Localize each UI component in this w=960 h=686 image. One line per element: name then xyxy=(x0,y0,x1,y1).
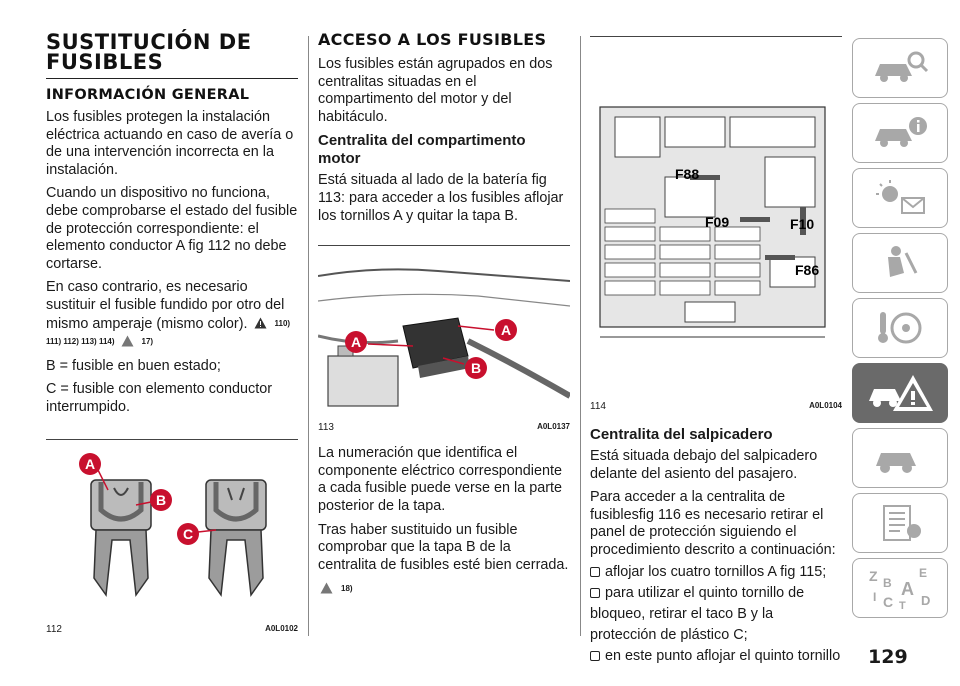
fuse-label-f10: F10 xyxy=(790,216,815,232)
tab-index[interactable] xyxy=(852,558,948,618)
fuse-label-f09: F09 xyxy=(705,214,730,230)
figure-number: 112 xyxy=(46,623,62,635)
paragraph: La numeración que identifica el componente eléctrico correspondiente a cada fusible puede verse en la parte posterior de la tapa. xyxy=(318,445,563,514)
figure-number: 113 xyxy=(318,422,334,434)
tab-warning-lights[interactable] xyxy=(852,168,948,228)
warning-lights-icon xyxy=(870,178,930,218)
page-number: 129 xyxy=(868,646,908,668)
list-item-text: en este punto aflojar el quinto tornillo xyxy=(605,647,841,664)
figure-113 xyxy=(318,245,570,433)
bullet-checkbox-icon xyxy=(590,651,600,661)
paragraph: Los fusibles están agrupados en dos centralitas situadas en el compartimento del motor y del habitáculo. xyxy=(318,56,553,125)
list-item-text: aflojar los cuatro tornillos A fig 115; xyxy=(605,563,827,580)
figure-114 xyxy=(590,36,842,412)
list-item xyxy=(590,646,842,667)
fuse-box-diagram xyxy=(590,37,842,393)
paragraph: Cuando un dispositivo no funciona, debe comprobarse el estado del fusible de protección correspondiente: el elemento conductor A fig 112 no debe cortarse. xyxy=(46,185,298,272)
figure-caption xyxy=(46,624,298,635)
column-divider xyxy=(580,36,581,636)
tab-car-breakdown[interactable] xyxy=(852,363,948,423)
paragraph: Está situada al lado de la batería fig 113: para acceder a los fusibles aflojar los tornillos A y quitar la tapa B. xyxy=(318,172,564,224)
fuse-label-f88: F88 xyxy=(675,166,700,182)
index-letter: D xyxy=(921,593,931,608)
tab-airbag-seat[interactable] xyxy=(852,233,948,293)
paragraph-text: En caso contrario, es necesario sustituir el fusible fundido por otro del mismo amperaje (mismo color). xyxy=(46,279,285,332)
tab-specs-list[interactable] xyxy=(852,493,948,553)
index-letter: Z xyxy=(869,568,878,584)
paragraph: Los fusibles protegen la instalación eléctrica actuando en caso de avería o de una intervención incorrecta en la instalación. xyxy=(46,109,294,178)
index-letter: I xyxy=(873,590,877,604)
paragraph xyxy=(318,580,570,599)
callout-b: B xyxy=(470,360,482,377)
callout-c: C xyxy=(182,525,194,542)
section-title: SUSTITUCIÓN DE FUSIBLES xyxy=(46,30,252,74)
car-search-icon xyxy=(870,48,930,88)
warning-refs: 110) 111) 112) 113) 114) xyxy=(46,318,291,347)
index-letter: C xyxy=(883,594,894,610)
paragraph: B = fusible en buen estado; xyxy=(46,357,221,374)
paragraph: Para acceder a la centralita de fusiblesfig 116 es necesario retirar el panel de protección siguiendo el procedimiento descrito a continuación: xyxy=(590,489,836,558)
airbag-seat-icon xyxy=(870,243,930,283)
column-1 xyxy=(46,32,298,635)
subsection-title: INFORMACIÓN GENERAL xyxy=(46,87,250,103)
list-item-text: para utilizar el quinto tornillo de bloqueo, retirar el taco B y la protección de plástico C; xyxy=(590,584,805,643)
column-2 xyxy=(318,32,570,605)
figure-code: A0L0102 xyxy=(265,623,298,633)
engine-bay-illustration xyxy=(318,246,570,414)
figure-code: A0L0137 xyxy=(537,422,570,432)
note-refs: 18) xyxy=(341,584,353,594)
tab-car-maintenance[interactable] xyxy=(852,428,948,488)
title-rule xyxy=(46,78,298,79)
specs-list-icon xyxy=(870,503,930,543)
info-triangle-icon xyxy=(121,335,134,347)
fuse-illustration xyxy=(46,440,298,616)
note-refs: 17) xyxy=(141,337,154,347)
callout-a: A xyxy=(84,455,96,472)
column-3 xyxy=(590,32,842,667)
section-title: ACCESO A LOS FUSIBLES xyxy=(318,30,547,49)
paragraph: C = fusible con elemento conductor interrumpido. xyxy=(46,381,272,415)
chapter-tabs xyxy=(852,38,948,623)
warning-triangle-icon xyxy=(254,317,267,329)
index-letter: A xyxy=(901,579,914,599)
figure-caption xyxy=(590,401,842,412)
tab-car-search[interactable] xyxy=(852,38,948,98)
steering-key-icon xyxy=(870,308,930,348)
figure-caption xyxy=(318,422,570,433)
index-letter: B xyxy=(883,576,892,590)
callout-b: B xyxy=(155,491,167,508)
list-item xyxy=(590,583,842,646)
tab-steering-key[interactable] xyxy=(852,298,948,358)
subheading: Centralita del salpicadero xyxy=(590,426,773,443)
paragraph: Está situada debajo del salpicadero delante del asiento del pasajero. xyxy=(590,448,818,482)
index-letter: T xyxy=(899,600,906,611)
list-item xyxy=(590,562,842,583)
figure-code: A0L0104 xyxy=(809,401,842,410)
index-letters-icon xyxy=(865,565,935,611)
column-divider xyxy=(308,36,309,636)
paragraph: Tras haber sustituido un fusible comprobar que la tapa B de la centralita de fusibles esté bien cerrada. xyxy=(318,521,569,573)
tab-car-info[interactable] xyxy=(852,103,948,163)
figure-112 xyxy=(46,439,298,635)
car-maintenance-icon xyxy=(870,438,930,478)
info-triangle-icon xyxy=(320,582,333,594)
paragraph xyxy=(46,279,298,351)
car-breakdown-icon xyxy=(865,371,935,415)
fuse-label-f86: F86 xyxy=(795,262,820,278)
callout-a-left: A xyxy=(350,334,362,351)
car-info-icon xyxy=(870,113,930,153)
callout-a-right: A xyxy=(500,322,512,339)
index-letter: E xyxy=(919,566,928,580)
bullet-checkbox-icon xyxy=(590,588,600,598)
bullet-checkbox-icon xyxy=(590,567,600,577)
figure-number: 114 xyxy=(590,401,606,412)
subheading: Centralita del compartimento motor xyxy=(318,132,526,168)
